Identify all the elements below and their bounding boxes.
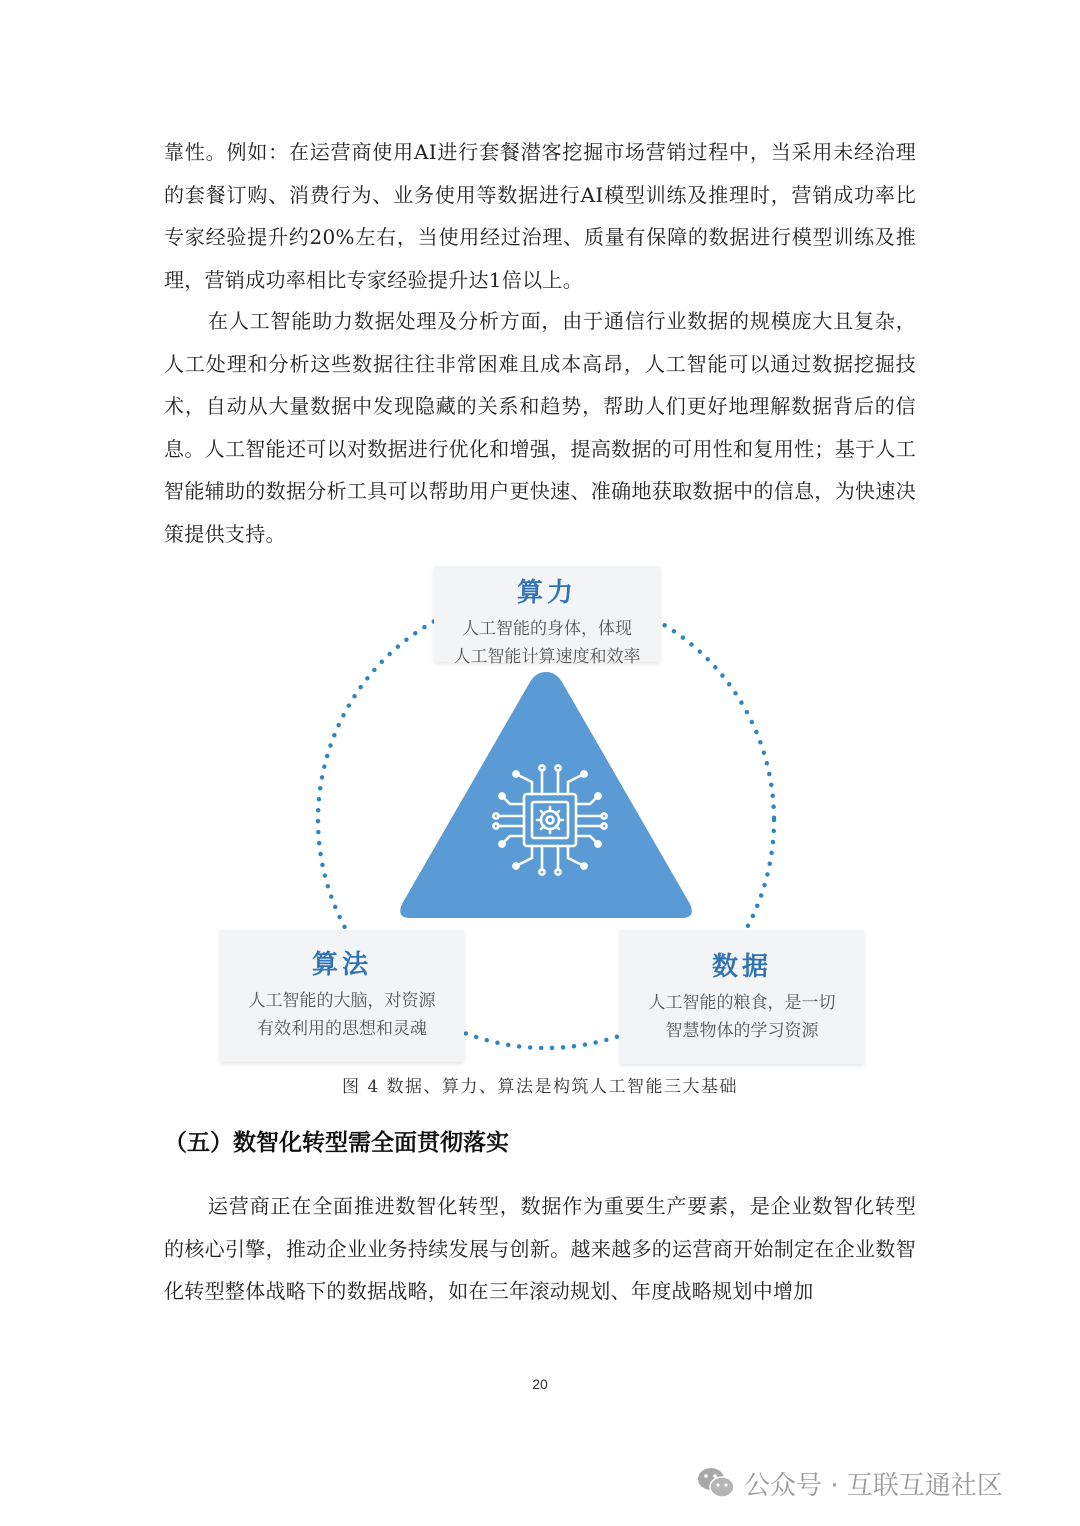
figure-caption: 图 4 数据、算力、算法是构筑人工智能三大基础 [341, 1077, 739, 1097]
wechat-icon [696, 1466, 736, 1500]
compute-power-line-1: 人工智能的身体，体现 [462, 619, 632, 639]
ai-foundations-figure [216, 560, 866, 1060]
algorithm-title: 算法 [311, 950, 372, 980]
body-paragraph-3: 运营商正在全面推进数智化转型，数据作为重要生产要素，是企业数智化转型的核心引擎，推动企业业务持续发展与创新。越来越多的运营商开始制定在企业数智化转型整体战略下的数据战略，如在三年滚动规划、年度战略规划中增加 [164, 1194, 916, 1303]
watermark [696, 1461, 1056, 1505]
body-paragraph-1: 靠性。例如：在运营商使用AI进行套餐潜客挖掘市场营销过程中，当采用未经治理的套餐订购、消费行为、业务使用等数据进行AI模型训练及推理时，营销成功率比专家经验提升约20%左右，当使用经过治理、质量有保障的数据进行模型训练及推理，营销成功率相比专家经验提升达1倍以上。 [164, 140, 916, 292]
algorithm-line-1: 人工智能的大脑，对资源 [248, 991, 436, 1011]
section-heading: （五）数智化转型需全面贯彻落实 [164, 1130, 509, 1156]
data-line-2: 智慧物体的学习资源 [665, 1021, 819, 1041]
body-paragraph-2: 在人工智能助力数据处理及分析方面，由于通信行业数据的规模庞大且复杂，人工处理和分析这些数据往往非常困难且成本高昂，人工智能可以通过数据挖掘技术，自动从大量数据中发现隐藏的关系和趋势，帮助人们更好地理解数据背后的信息。人工智能还可以对数据进行优化和增强，提高数据的可用性和复用性；基于人工智能辅助的数据分析工具可以帮助用户更快速、准确地获取数据中的信息，为快速决策提供支持。 [164, 309, 916, 546]
compute-power-title: 算力 [516, 578, 577, 608]
data-card [620, 930, 864, 1064]
algorithm-line-2: 有效利用的思想和灵魂 [257, 1019, 427, 1039]
data-title: 数据 [711, 952, 772, 982]
compute-power-line-2: 人工智能计算速度和效率 [453, 647, 641, 667]
data-line-1: 人工智能的粮食，是一切 [648, 993, 836, 1013]
page-number: 20 [532, 1376, 548, 1392]
compute-power-card [434, 566, 660, 667]
algorithm-card [220, 930, 464, 1062]
watermark-text: 公众号 · 互联互通社区 [744, 1470, 1003, 1501]
